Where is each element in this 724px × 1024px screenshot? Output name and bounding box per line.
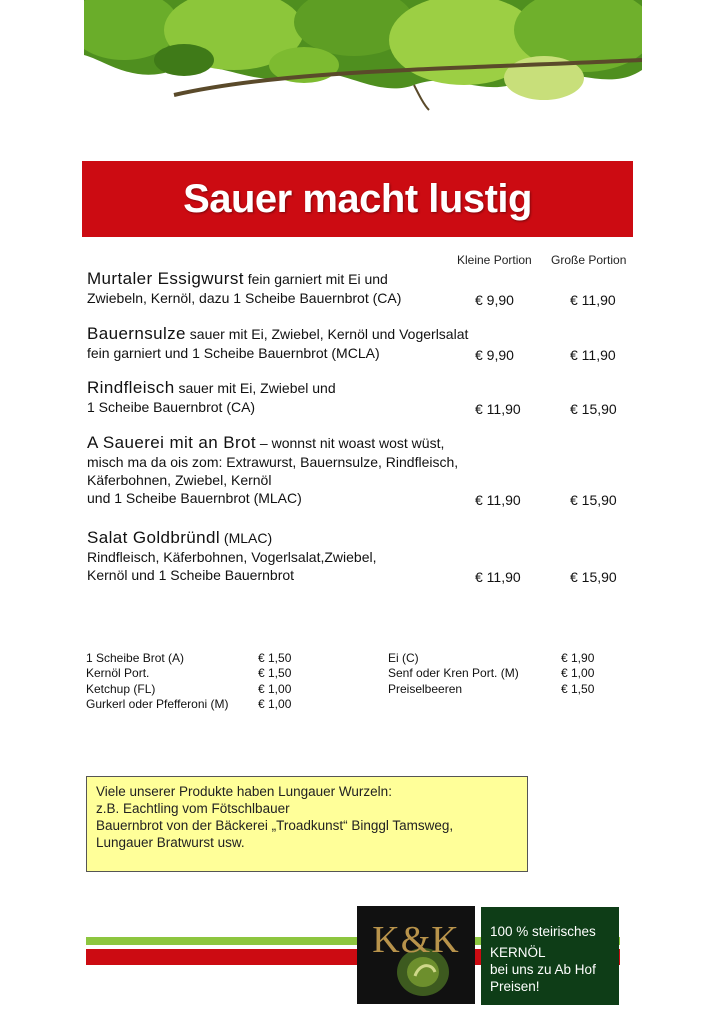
price-large: € 15,90 [570,401,617,417]
menu-item-description-line: und 1 Scheibe Bauernbrot (MLAC) [87,490,302,506]
menu-item-salat-goldbruendl [87,529,647,584]
menu-item-description-line: Rindfleisch, Käferbohnen, Vogerlsalat,Zwiebel, [87,549,377,565]
info-line: Lungauer Bratwurst usw. [96,835,245,850]
menu-item-description: sauer mit Ei, Zwiebel und [174,380,336,396]
menu-item-description: – wonnst nit woast wost wüst, [256,435,445,451]
price-large: € 15,90 [570,492,617,508]
menu-item-sauerei [87,434,647,507]
extra-item-price: € 1,90 [561,651,595,665]
kk-logo [357,906,475,1004]
menu-item-name: Bauernsulze [87,324,186,343]
info-line: Bauernbrot von der Bäckerei „Troadkunst“ Binggl Tamsweg, [96,818,454,833]
extras-left-names [86,651,229,713]
info-note-box [86,776,528,872]
menu-item-description: fein garniert mit Ei und [243,271,388,287]
extra-item-price: € 1,50 [258,666,292,681]
menu-item-name: A Sauerei mit an Brot [87,433,257,452]
price-small: € 9,90 [475,292,514,308]
price-small: € 9,90 [475,347,514,363]
price-large: € 11,90 [570,292,616,308]
info-line: Viele unserer Produkte haben Lungauer Wurzeln: [96,784,392,799]
menu-item-name: Salat Goldbründl [87,528,221,547]
promo-line: 100 % steirisches [490,924,596,939]
extras-left-prices [258,651,291,713]
promo-line: bei uns zu Ab Hof [490,962,596,977]
menu-item-description-line: Zwiebeln, Kernöl, dazu 1 Scheibe Bauernbrot (CA) [87,290,402,306]
info-line: z.B. Eachtling vom Fötschlbauer [96,801,290,816]
extra-item-name: Kernöl Port. [86,666,150,681]
kernoel-promo-box [481,907,619,1005]
extra-item-price: € 1,50 [561,681,595,696]
menu-item-essigwurst [87,270,647,307]
menu-item-description-line: fein garniert und 1 Scheibe Bauernbrot (MCLA) [87,345,380,361]
logo-text: K&K [372,919,460,961]
menu-item-description-line: Kernöl und 1 Scheibe Bauernbrot [87,567,295,583]
extra-item-price: € 1,50 [258,651,292,665]
price-large: € 11,90 [570,347,616,363]
page-title: Sauer macht lustig [183,176,532,221]
menu-item-description: (MLAC) [220,530,273,546]
menu-item-description-line: misch ma da ois zom: Extrawurst, Bauernsulze, Rindfleisch, [87,454,459,470]
price-large: € 15,90 [570,569,617,585]
price-small: € 11,90 [475,492,521,508]
extra-item-price: € 1,00 [258,681,292,696]
column-header-small: Kleine Portion [457,253,532,267]
menu-item-name: Murtaler Essigwurst [87,269,244,288]
price-small: € 11,90 [475,569,521,585]
extras-right-names [388,651,519,697]
extra-item-price: € 1,00 [258,697,292,712]
extra-item-name: Preiselbeeren [388,681,463,696]
extra-item-name: Senf oder Kren Port. (M) [388,666,519,681]
menu-item-name: Rindfleisch [87,378,175,397]
price-small: € 11,90 [475,401,521,417]
promo-line: Preisen! [490,979,540,994]
menu-item-description-line: 1 Scheibe Bauernbrot (CA) [87,399,256,415]
extras-right-prices [561,651,594,697]
extra-item-price: € 1,00 [561,666,595,681]
extra-item-name: Ketchup (FL) [86,681,156,696]
column-header-large: Große Portion [551,253,627,267]
menu-item-description: sauer mit Ei, Zwiebel, Kernöl und Vogerlsalat [185,326,469,342]
title-band [82,161,633,237]
extra-item-name: Ei (C) [388,651,419,665]
menu-item-rindfleisch [87,379,647,416]
extra-item-name: 1 Scheibe Brot (A) [86,651,185,665]
menu-item-description-line: Käferbohnen, Zwiebel, Kernöl [87,472,272,488]
extra-item-name: Gurkerl oder Pfefferoni (M) [86,697,229,712]
vine-leaves-image [84,0,642,112]
menu-item-bauernsulze [87,325,647,362]
promo-line: KERNÖL [490,945,546,960]
